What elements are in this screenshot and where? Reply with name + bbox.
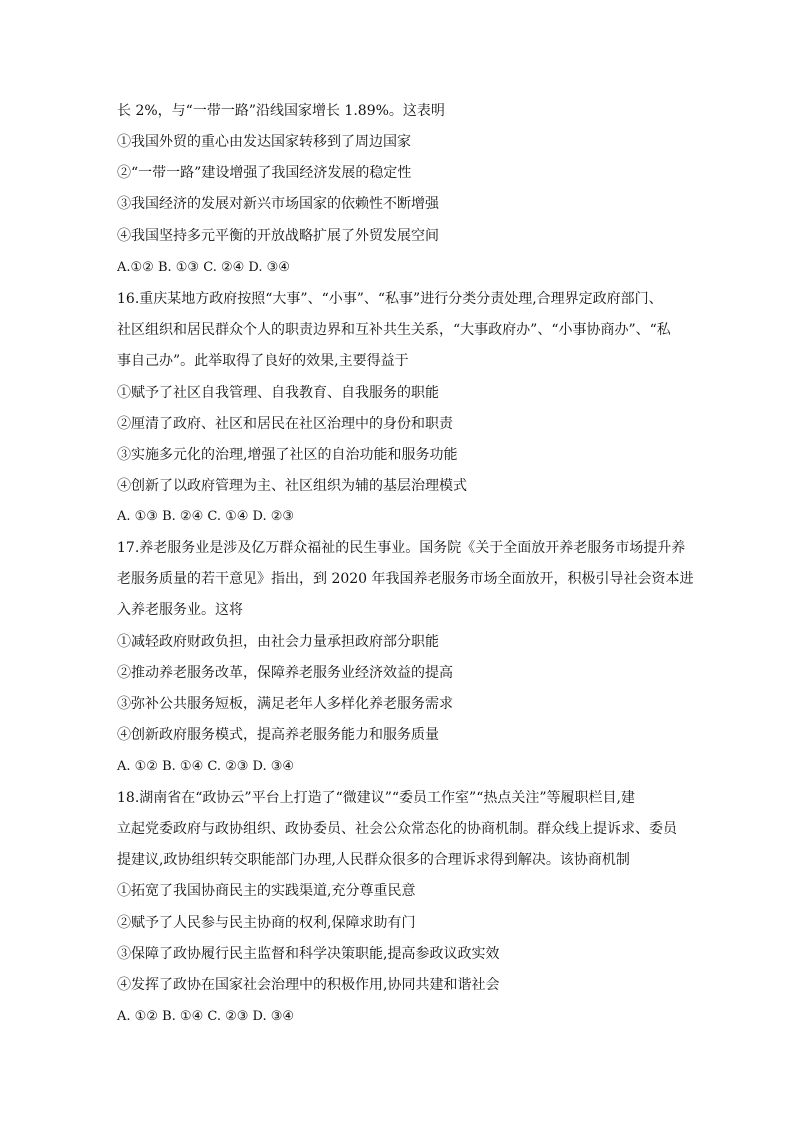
q15-answer-choices: A.①② B. ①③ C. ②④ D. ③④ <box>117 260 290 275</box>
q16-option-4: ④创新了以政府管理为主、社区组织为辅的基层治理模式 <box>117 478 467 494</box>
q16-stem-line-1: 16.重庆某地方政府按照“大事”、“小事”、“私事”进行分类分责处理,合理界定政府部门、 <box>117 291 663 307</box>
q17-answer-choices: A. ①② B. ①④ C. ②③ D. ③④ <box>117 759 295 774</box>
q15-option-1: ①我国外贸的重心由发达国家转移到了周边国家 <box>117 134 411 150</box>
q17-option-2: ②推动养老服务改革，保障养老服务业经济效益的提高 <box>117 665 453 681</box>
q17-option-4: ④创新政府服务模式，提高养老服务能力和服务质量 <box>117 727 439 743</box>
q16-stem-line-3: 事自己办”。此举取得了良好的效果,主要得益于 <box>117 353 409 369</box>
q17-stem-line-2: 老服务质量的若干意见》指出，到 2020 年我国养老服务市场全面放开，积极引导社会资本进 <box>117 571 694 587</box>
q18-stem-line-2: 立起党委政府与政协组织、政协委员、社会公众常态化的协商机制。群众线上提诉求、委员 <box>117 821 677 837</box>
q15-option-3: ③我国经济的发展对新兴市场国家的依赖性不断增强 <box>117 196 439 212</box>
q18-stem-line-3: 提建议,政协组织转交职能部门办理,人民群众很多的合理诉求得到解决。该协商机制 <box>117 852 630 868</box>
q16-answer-choices: A. ①③ B. ②④ C. ①④ D. ②③ <box>117 509 295 524</box>
q15-option-4: ④我国坚持多元平衡的开放战略扩展了外贸发展空间 <box>117 228 439 244</box>
q16-option-1: ①赋予了社区自我管理、自我教育、自我服务的职能 <box>117 385 439 401</box>
q17-stem-line-1: 17.养老服务业是涉及亿万群众福祉的民生事业。国务院《关于全面放开养老服务市场提升养 <box>117 540 686 556</box>
q18-answer-choices: A. ①② B. ①④ C. ②③ D. ③④ <box>117 1009 295 1024</box>
q17-stem-line-3: 入养老服务业。这将 <box>117 602 243 618</box>
q18-option-2: ②赋予了人民参与民主协商的权利,保障求助有门 <box>117 915 416 931</box>
q18-stem-line-1: 18.湖南省在“政协云”平台上打造了“微建议”“委员工作室”“热点关注”等履职栏目,建 <box>117 790 635 806</box>
q16-option-3: ③实施多元化的治理,增强了社区的自治功能和服务功能 <box>117 447 458 463</box>
q18-option-3: ③保障了政协履行民主监督和科学决策职能,提高参政议政实效 <box>117 946 500 962</box>
q18-option-4: ④发挥了政协在国家社会治理中的积极作用,协同共建和谐社会 <box>117 977 500 993</box>
q15-option-2: ②“一带一路”建设增强了我国经济发展的稳定性 <box>117 165 412 181</box>
q16-option-2: ②厘清了政府、社区和居民在社区治理中的身份和职责 <box>117 416 453 432</box>
q17-option-1: ①减轻政府财政负担，由社会力量承担政府部分职能 <box>117 634 439 650</box>
q15-stem-end: 长 2%，与“一带一路”沿线国家增长 1.89%。这表明 <box>117 103 445 119</box>
q16-stem-line-2: 社区组织和居民群众个人的职责边界和互补共生关系，“大事政府办”、“小事协商办”、“私 <box>117 322 671 338</box>
q18-option-1: ①拓宽了我国协商民主的实践渠道,充分尊重民意 <box>117 883 416 899</box>
q17-option-3: ③弥补公共服务短板，满足老年人多样化养老服务需求 <box>117 696 453 712</box>
